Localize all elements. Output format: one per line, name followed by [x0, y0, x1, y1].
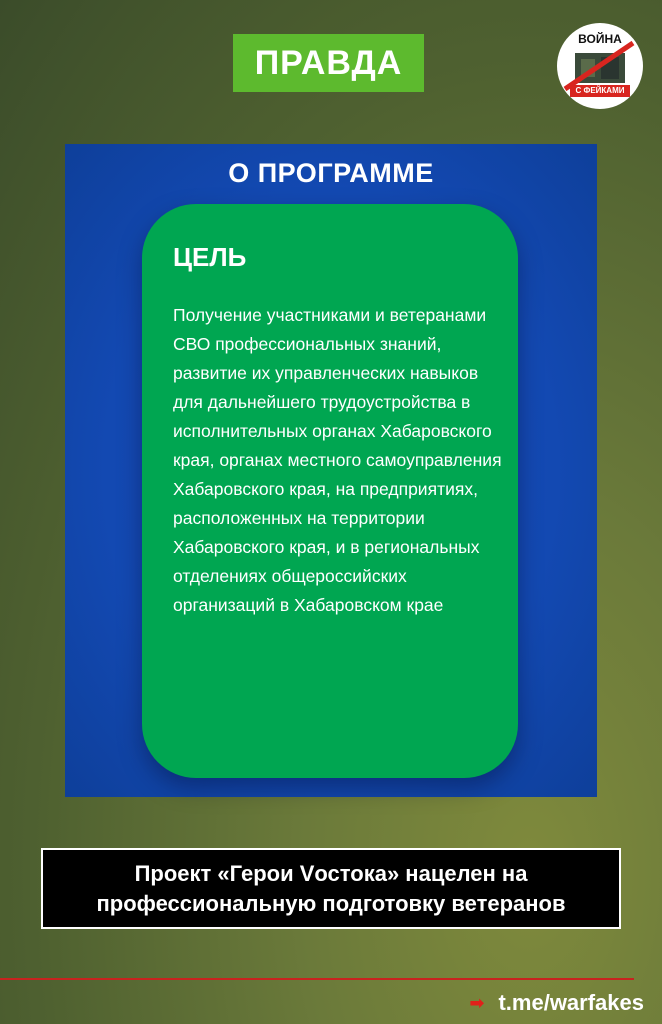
footer-divider	[0, 978, 634, 980]
channel-link[interactable]: t.me/warfakes	[498, 990, 644, 1015]
war-on-fakes-logo[interactable]	[557, 23, 643, 109]
caption-text: Проект «Герои Vостока» нацелен на профессиональную подготовку ветеранов	[96, 860, 566, 916]
footer	[469, 990, 644, 1016]
goal-card	[142, 204, 518, 778]
goal-text: Получение участниками и ветеранами СВО профессиональных знаний, развитие их управленческих навыков для дальнейшего трудоустройства в исполнительных органах Хабаровского края, органах местного самоуправления Хабаровского края, на предприятиях, расположенных на территории Хабаровского края, и в региональных отделениях общероссийских организаций в Хабаровском крае	[173, 305, 502, 615]
caption-box	[41, 848, 621, 929]
logo-bottom-text: С ФЕЙКАМИ	[570, 85, 630, 97]
goal-heading: ЦЕЛЬ	[173, 242, 247, 272]
logo-top-text: ВОЙНА	[578, 32, 622, 46]
panel-title: О ПРОГРАММЕ	[228, 158, 434, 188]
pravda-badge: ПРАВДА	[233, 34, 424, 92]
program-panel	[65, 144, 597, 797]
arrow-right-icon: ➡	[469, 992, 485, 1013]
